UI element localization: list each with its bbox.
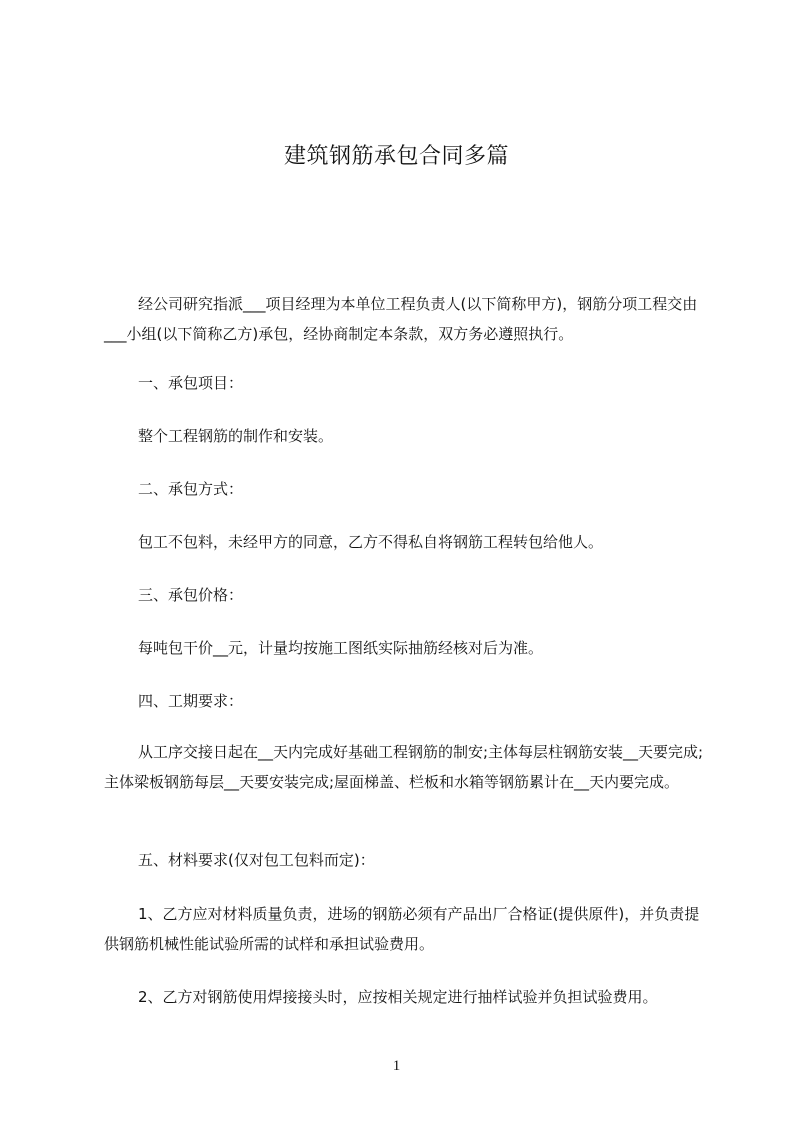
section-heading-3: 三、承包价格： — [138, 586, 244, 604]
section-heading-5: 五、材料要求(仅对包工包料而定)： — [138, 851, 375, 869]
section-body-3: 每吨包干价__元，计量均按施工图纸实际抽筋经核对后为准。 — [138, 639, 544, 657]
section-body-4: 从工序交接日起在__天内完成好基础工程钢筋的制安;主体每层柱钢筋安装__天要完成;主体梁板钢筋每层__天要安装完成;屋面梯盖、栏板和水箱等钢筋累计在__天内要完成。 — [104, 743, 704, 791]
section-body-2: 包工不包料，未经甲方的同意，乙方不得私自将钢筋工程转包给他人。 — [138, 533, 604, 551]
section-heading-2: 二、承包方式： — [138, 480, 244, 498]
section-5-item-2: 2、乙方对钢筋使用焊接接头时，应按相关规定进行抽样试验并负担试验费用。 — [138, 988, 658, 1006]
intro-paragraph: 经公司研究指派___项目经理为本单位工程负责人(以下简称甲方)，钢筋分项工程交由___小组(以下简称乙方)承包，经协商制定本条款，双方务必遵照执行。 — [104, 295, 698, 343]
document-title: 建筑钢筋承包合同多篇 — [283, 144, 509, 169]
page-number: 1 — [392, 1058, 401, 1074]
section-5-item-1: 1、乙方应对材料质量负责，进场的钢筋必须有产品出厂合格证(提供原件)，并负责提供钢筋机械性能试验所需的试样和承担试验费用。 — [104, 905, 700, 953]
section-heading-4: 四、工期要求： — [138, 692, 244, 710]
section-heading-1: 一、承包项目： — [138, 374, 244, 392]
section-body-1: 整个工程钢筋的制作和安装。 — [138, 427, 334, 445]
